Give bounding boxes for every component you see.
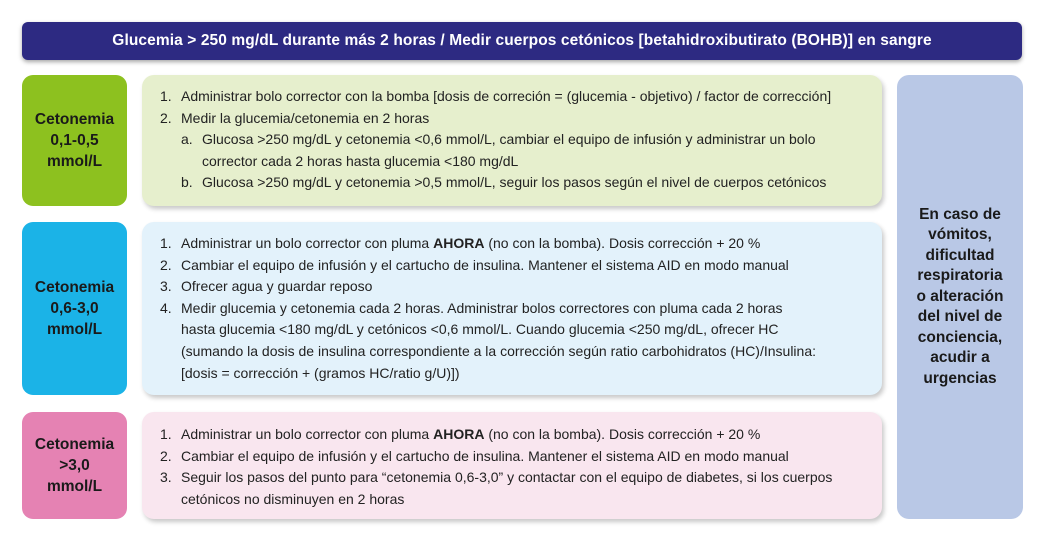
- label-line: 0,1-0,5: [50, 132, 99, 149]
- sub-list-item: [160, 129, 870, 151]
- label-line: >3,0: [59, 457, 90, 474]
- label-cetonemia-high: [22, 412, 127, 519]
- item-number: 1.: [160, 88, 172, 104]
- subitem-text: Glucosa >250 mg/dL y cetonemia <0,6 mmol/L, cambiar el equipo de infusión y administrar un bolo: [202, 131, 816, 148]
- sub-list-item: [160, 172, 870, 194]
- label-line: 0,6-3,0: [50, 300, 99, 317]
- label-line: Cetonemia: [34, 279, 115, 296]
- label-cetonemia-low: [22, 75, 127, 206]
- list-item: [160, 446, 870, 468]
- list-item: [160, 233, 870, 255]
- item-text-pre: Administrar un bolo corrector con pluma: [181, 426, 434, 442]
- label-line: Cetonemia: [34, 436, 115, 453]
- item-text: Cambiar el equipo de infusión y el cartucho de insulina. Mantener el sistema AID en modo manual: [181, 256, 789, 273]
- side-line: respiratoria: [917, 267, 1003, 285]
- subitem-letter: a.: [181, 131, 193, 148]
- item-number: 1.: [160, 426, 172, 442]
- label-line: mmol/L: [46, 153, 103, 170]
- item-number: 2.: [160, 109, 172, 126]
- item-continuation: [dosis = corrección + (gramos HC/ratio g/U)]): [181, 364, 460, 381]
- box-cetonemia-mid: [142, 222, 882, 395]
- header-title: Glucemia > 250 mg/dL durante más 2 horas / Medir cuerpos cetónicos [betahidroxibutirato (BOHB)] en sangre: [112, 32, 932, 49]
- side-line: acudir a: [930, 349, 990, 367]
- label-line: mmol/L: [46, 478, 103, 495]
- side-line: En caso de: [919, 205, 1001, 223]
- label-cetonemia-mid: [22, 222, 127, 395]
- item-number: 4.: [160, 299, 172, 316]
- subitem-text: Glucosa >250 mg/dL y cetonemia >0,5 mmol/L, seguir los pasos según el nivel de cuerpos cetónicos: [202, 174, 827, 191]
- list-item: [160, 86, 870, 108]
- box-cetonemia-low: [142, 75, 882, 206]
- side-line: dificultad: [925, 246, 995, 264]
- item-continuation: hasta glucemia <180 mg/dL y cetónicos <0,6 mmol/L. Cuando glucemia <250 mg/dL, ofrecer HC: [181, 321, 779, 338]
- item-text-post: (no con la bomba). Dosis corrección + 20 %: [484, 235, 761, 251]
- item-number: 3.: [160, 469, 172, 486]
- item-continuation: (sumando la dosis de insulina correspondiente a la corrección según ratio carbohidratos (HC)/Insulina:: [181, 342, 817, 359]
- item-number: 2.: [160, 447, 172, 464]
- item-number: 3.: [160, 278, 172, 295]
- item-number: 2.: [160, 256, 172, 273]
- item-text: Cambiar el equipo de infusión y el cartucho de insulina. Mantener el sistema AID en modo manual: [181, 447, 789, 464]
- item-text: Ofrecer agua y guardar reposo: [181, 278, 373, 295]
- item-text-post: (no con la bomba). Dosis corrección + 20 %: [484, 426, 761, 442]
- list-item: [160, 255, 870, 277]
- item-continuation: cetónicos no disminuyen en 2 horas: [181, 490, 405, 507]
- header-banner: [22, 22, 1022, 60]
- list-item: [160, 276, 870, 298]
- ahora-emphasis: AHORA: [433, 426, 485, 442]
- item-text-pre: Administrar un bolo corrector con pluma: [181, 235, 434, 251]
- ahora-emphasis: AHORA: [433, 235, 485, 251]
- list-item: [160, 424, 870, 446]
- side-line: urgencias: [923, 369, 997, 387]
- side-line: del nivel de: [917, 308, 1003, 326]
- item-text: Administrar bolo corrector con la bomba [dosis de correción = (glucemia - objetivo) / factor de corrección]: [181, 88, 832, 104]
- list-item: [160, 298, 870, 320]
- label-line: Cetonemia: [34, 111, 115, 128]
- item-number: 1.: [160, 235, 172, 251]
- item-text: Medir glucemia y cetonemia cada 2 horas. Administrar bolos correctores con pluma cada 2 horas: [181, 299, 783, 316]
- side-line: o alteración: [916, 287, 1004, 305]
- item-text: Medir la glucemia/cetonemia en 2 horas: [181, 109, 430, 126]
- emergency-side-panel: [897, 75, 1023, 519]
- list-item: [160, 467, 870, 489]
- item-text: [181, 233, 760, 255]
- item-text: [181, 424, 760, 446]
- subitem-letter: b.: [181, 174, 193, 191]
- subitem-continuation: corrector cada 2 horas hasta glucemia <180 mg/dL: [202, 152, 519, 169]
- label-line: mmol/L: [46, 321, 103, 338]
- item-text: Seguir los pasos del punto para “cetonemia 0,6-3,0” y contactar con el equipo de diabetes, si los cuerpos: [181, 469, 833, 486]
- box-cetonemia-high: [142, 412, 882, 519]
- list-item: [160, 108, 870, 130]
- side-line: vómitos,: [928, 226, 992, 244]
- side-line: conciencia,: [917, 328, 1003, 346]
